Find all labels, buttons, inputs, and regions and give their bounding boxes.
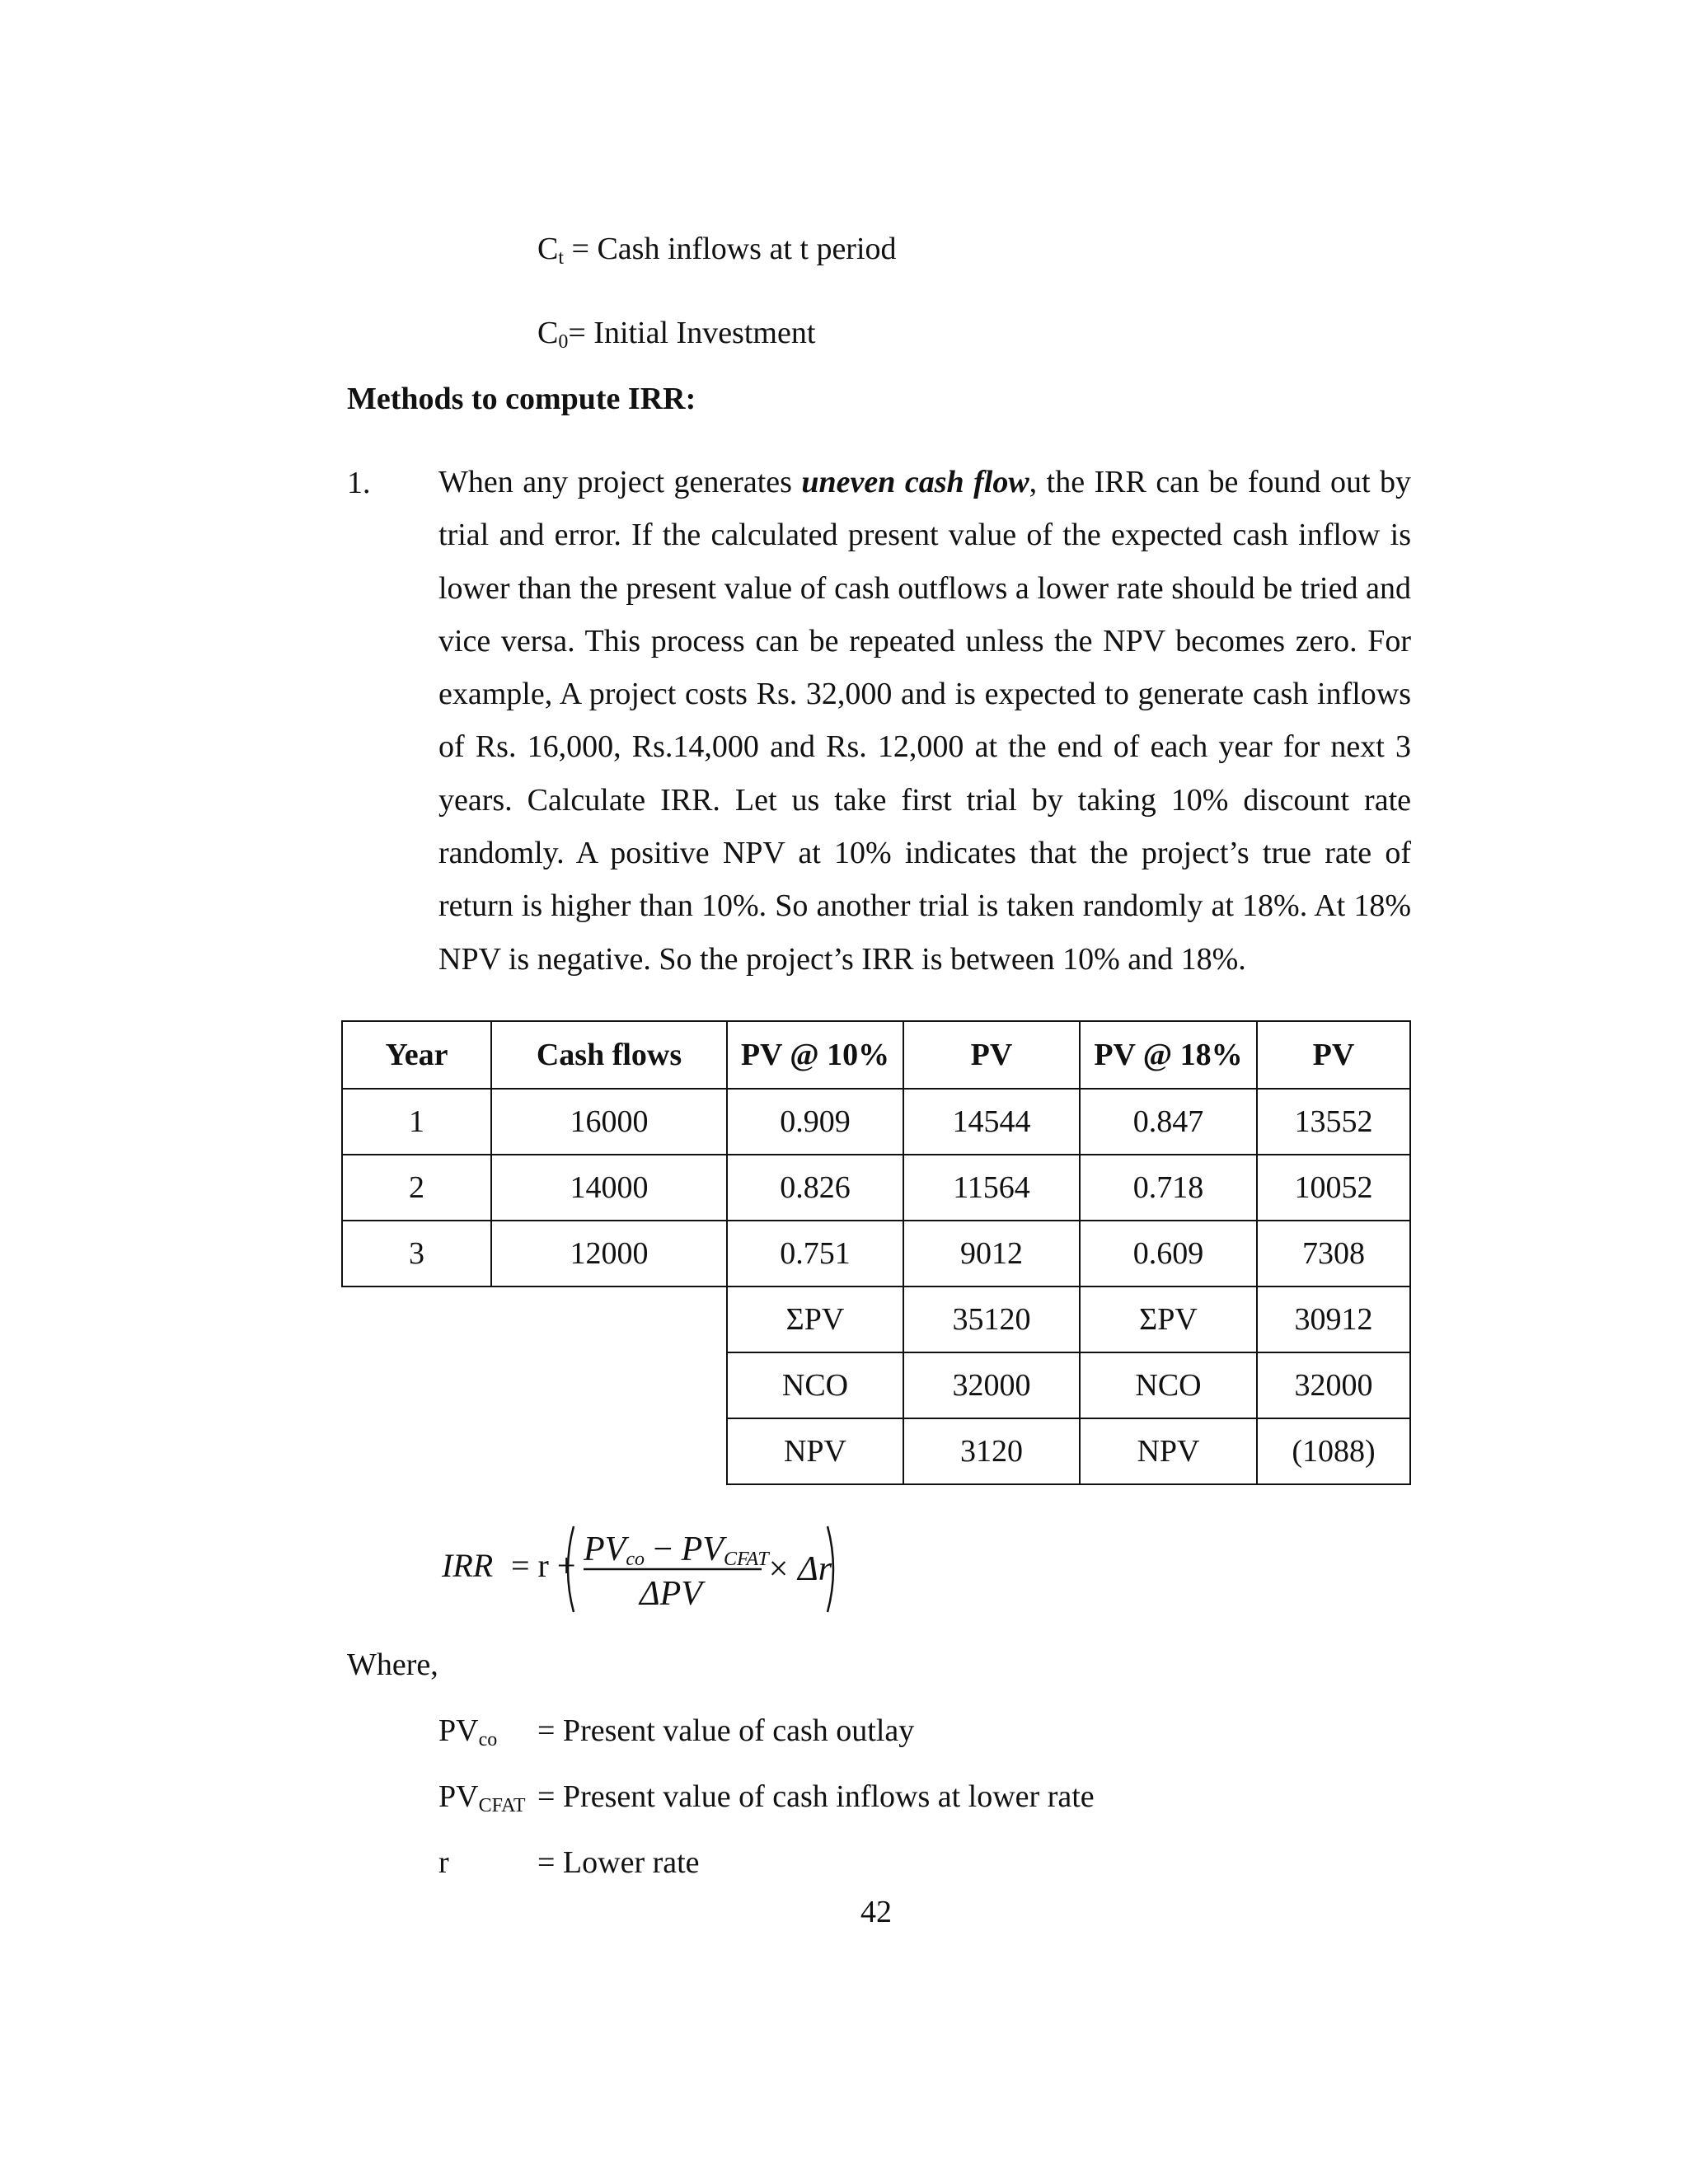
header-year: Year [342,1021,491,1089]
definition-ct: $C_t$ = Cash inflows at t period [537,232,897,269]
where-def-pvcfat: = Present value of cash inflows at lower rate [537,1779,1095,1814]
summary-row [342,1418,1410,1484]
header-pv: PV [903,1021,1080,1089]
section-heading: Methods to compute IRR: [347,382,696,416]
table-cell: NPV [1080,1418,1257,1484]
summary-row [342,1352,1410,1418]
table-cell: 0.826 [727,1155,903,1221]
list-number: 1. [347,466,371,500]
table-cell: 0.909 [727,1089,903,1155]
table-cell: 3 [342,1221,491,1286]
table-cell: 11564 [903,1155,1080,1221]
table-cell: 0.609 [1080,1221,1257,1286]
table-cell: 10052 [1257,1155,1410,1221]
table-cell: 1 [342,1089,491,1155]
where-label: Where, [347,1647,438,1682]
where-def-r: = Lower rate [537,1845,700,1880]
table-cell: NPV [727,1418,903,1484]
table-cell: 7308 [1257,1221,1410,1286]
table-cell: 16000 [491,1089,727,1155]
table-cell: NCO [727,1352,903,1418]
table-cell: 14544 [903,1089,1080,1155]
table-header-row [342,1021,1410,1089]
formula-eq: = r + [511,1547,576,1584]
header-pv-18: PV @ 18% [1080,1021,1257,1089]
formula-lhs: IRR [442,1547,494,1584]
table-cell: (1088) [1257,1418,1410,1484]
table-cell: 30912 [1257,1286,1410,1352]
table-row [342,1221,1410,1286]
table-cell: 0.847 [1080,1089,1257,1155]
table-row [342,1155,1410,1221]
page-number: 42 [860,1895,892,1929]
list-item-paragraph: When any project generates uneven cash flow, the IRR can be found out by trial and error. If the calculated present value of the expected cash inflow is lower than the present value of cash outflows a lower rate should be tried and vice versa. This process can be repeated unless the NPV becomes zero. For example, A project costs Rs. 32,000 and is expected to generate cash inflows of Rs. 16,000, Rs.14,000 and Rs. 12,000 at the end of each year for next 3 years. Calculate IRR. Let us take first trial by taking 10% discount rate randomly. A positive NPV at 10% indicates that the project’s true rate of return is higher than 10%. So another trial is taken randomly at 18%. At 18% NPV is negative. So the project’s IRR is between 10% and 18%. [438,465,1411,977]
formula-times: × Δr [767,1550,832,1588]
formula-numerator: $PV_{co} - PV_{CFAT}$ [584,1530,769,1570]
table-cell: ΣPV [1080,1286,1257,1352]
where-symbol-r: r [438,1845,449,1880]
table-cell: 13552 [1257,1089,1410,1155]
table-cell: 0.751 [727,1221,903,1286]
table-cell: 14000 [491,1155,727,1221]
table-cell: 12000 [491,1221,727,1286]
table-cell: 0.718 [1080,1155,1257,1221]
table-cell: ΣPV [727,1286,903,1352]
where-symbol-pvcfat: $PV_{CFAT}$ [438,1779,526,1816]
summary-row [342,1286,1410,1352]
table-cell: NCO [1080,1352,1257,1418]
emphasis-uneven-cash-flow: uneven cash flow [801,465,1029,499]
definition-c0: $C_0=$ Initial Investment [537,316,816,353]
table-cell: 35120 [903,1286,1080,1352]
left-paren [568,1526,574,1612]
table-cell: 2 [342,1155,491,1221]
header-pv-10: PV @ 10% [727,1021,903,1089]
table-cell: 3120 [903,1418,1080,1484]
where-def-pvco: = Present value of cash outlay [537,1713,915,1748]
table-cell: 32000 [903,1352,1080,1418]
table-cell: 9012 [903,1221,1080,1286]
where-symbol-pvco: $PV_{co}$ [438,1713,498,1750]
table-cell: 32000 [1257,1352,1410,1418]
table-row [342,1089,1410,1155]
header-cash-flows: Cash flows [491,1021,727,1089]
header-pv: PV [1257,1021,1410,1089]
formula-denominator: ΔPV [640,1575,702,1613]
irr-table [341,1020,1411,1485]
